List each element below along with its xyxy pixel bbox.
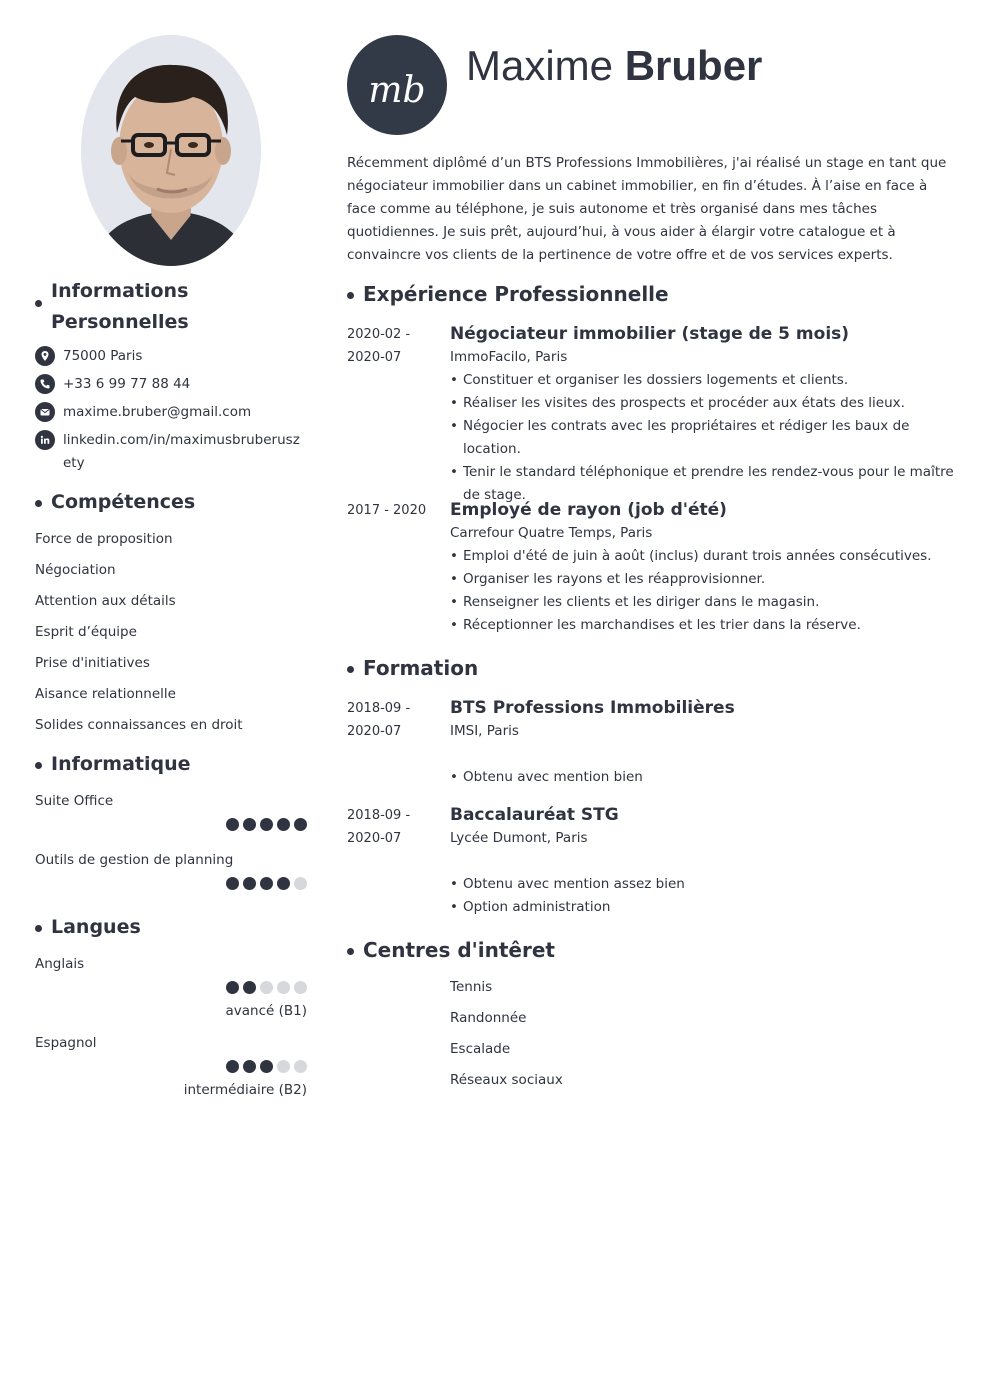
interests-list xyxy=(450,976,563,1100)
interest-item: Escalade xyxy=(450,1041,511,1057)
it-list xyxy=(35,790,307,908)
rating-dot-filled xyxy=(260,877,273,890)
location-pin-icon xyxy=(35,346,55,366)
entry-spacer xyxy=(450,850,959,873)
rating-dot-filled xyxy=(260,1060,273,1073)
interest-item: Randonnée xyxy=(450,1010,527,1026)
entry-organization: Carrefour Quatre Temps, Paris xyxy=(450,525,653,541)
entry-bullet: • Option administration xyxy=(450,896,959,919)
entry-bullet: • Obtenu avec mention assez bien xyxy=(450,873,959,896)
interest-item: Réseaux sociaux xyxy=(450,1072,563,1088)
entry-bullet: • Négocier les contrats avec les propriétaires et rédiger les baux de location. xyxy=(450,415,959,461)
rating-dot-filled xyxy=(226,818,239,831)
it-item xyxy=(35,790,307,849)
rating-dot-filled xyxy=(243,981,256,994)
language-name: Espagnol xyxy=(35,1035,97,1051)
contact-item-linkedin xyxy=(35,429,307,475)
rating-dot-filled xyxy=(260,818,273,831)
experience-entry xyxy=(347,499,959,641)
rating-dot-filled xyxy=(277,818,290,831)
entry-date: 2020-02 - 2020-07 xyxy=(347,327,411,365)
language-level: avancé (B1) xyxy=(225,1003,307,1019)
languages-heading: Langues xyxy=(35,912,141,943)
entry-role: BTS Professions Immobilières xyxy=(450,698,735,718)
skill-item: Force de proposition xyxy=(35,531,173,547)
entry-bullets xyxy=(450,369,959,507)
entry-body xyxy=(450,804,959,919)
entry-organization: IMSI, Paris xyxy=(450,723,519,739)
entry-bullet: • Obtenu avec mention bien xyxy=(450,766,959,789)
rating-dot-filled xyxy=(243,818,256,831)
contact-linkedin: linkedin.com/in/maximusbruberuszety xyxy=(63,432,300,471)
entry-bullet: • Constituer et organiser les dossiers logements et clients. xyxy=(450,369,959,392)
skill-item: Solides connaissances en droit xyxy=(35,717,243,733)
entry-date: 2017 - 2020 xyxy=(347,503,427,518)
entry-organization: ImmoFacilo, Paris xyxy=(450,349,568,365)
rating-dot-filled xyxy=(226,877,239,890)
experience-entry xyxy=(347,323,959,503)
entry-role: Négociateur immobilier (stage de 5 mois) xyxy=(450,324,850,344)
contact-list xyxy=(35,345,307,480)
linkedin-icon xyxy=(35,430,55,450)
it-item-name: Suite Office xyxy=(35,793,114,809)
entry-body xyxy=(450,323,959,507)
languages-list xyxy=(35,953,307,1111)
language-item xyxy=(35,953,307,1032)
profile-summary: Récemment diplômé d’un BTS Professions Immobilières, j'ai réalisé un stage en tant que négociateur immobilier dans un cabinet immobilier, en fin d’études. À l’aise en face à face comme au téléphone, je suis autonome et très organisé dans mes tâches quotidiennes. Je suis prêt, aujourd’hui, à vous aider à élargir votre catalogue et à convaincre vos clients de la pertinence de votre offre et de vos services experts. xyxy=(347,155,947,263)
education-entry xyxy=(347,804,959,924)
mail-icon xyxy=(35,402,55,422)
rating-dot-filled xyxy=(243,877,256,890)
it-heading: Informatique xyxy=(35,749,191,780)
it-item xyxy=(35,849,307,908)
rating-dots xyxy=(226,981,307,994)
entry-bullets xyxy=(450,873,959,919)
entry-bullet: • Emploi d'été de juin à août (inclus) durant trois années consécutives. xyxy=(450,545,959,568)
contact-email: maxime.bruber@gmail.com xyxy=(63,404,252,420)
entry-body xyxy=(450,697,959,789)
first-name: Maxime xyxy=(466,42,614,89)
entry-bullets xyxy=(450,766,959,789)
profile-photo-illustration xyxy=(81,35,261,266)
entry-organization: Lycée Dumont, Paris xyxy=(450,830,588,846)
monogram-badge: mb xyxy=(347,35,447,135)
personal-info-heading: Informations Personnelles xyxy=(35,276,307,338)
rating-dot-filled xyxy=(226,1060,239,1073)
candidate-name xyxy=(466,38,762,94)
skills-list xyxy=(35,528,243,745)
skills-heading: Compétences xyxy=(35,487,195,518)
language-level: intermédiaire (B2) xyxy=(183,1082,307,1098)
rating-dot-empty xyxy=(260,981,273,994)
skill-item: Esprit d’équipe xyxy=(35,624,137,640)
entry-role: Baccalauréat STG xyxy=(450,805,619,825)
profile-photo xyxy=(81,35,261,266)
entry-bullet: • Tenir le standard téléphonique et prendre les rendez-vous pour le maître de stage. xyxy=(450,461,959,507)
contact-item-email xyxy=(35,401,307,424)
rating-dots xyxy=(226,818,307,831)
entry-bullet: • Réaliser les visites des prospects et procéder aux états des lieux. xyxy=(450,392,959,415)
rating-dot-empty xyxy=(294,981,307,994)
entry-date: 2018-09 - 2020-07 xyxy=(347,808,411,846)
interests-heading: Centres d'intêret xyxy=(347,935,555,966)
it-item-name: Outils de gestion de planning xyxy=(35,852,234,868)
skill-item: Négociation xyxy=(35,562,116,578)
rating-dot-empty xyxy=(277,981,290,994)
rating-dots xyxy=(226,1060,307,1073)
entry-bullet: • Organiser les rayons et les réapprovisionner. xyxy=(450,568,959,591)
entry-role: Employé de rayon (job d'été) xyxy=(450,500,727,520)
entry-bullet: • Renseigner les clients et les diriger dans le magasin. xyxy=(450,591,959,614)
last-name: Bruber xyxy=(624,42,763,89)
rating-dots xyxy=(226,877,307,890)
education-heading: Formation xyxy=(347,653,478,684)
skill-item: Aisance relationnelle xyxy=(35,686,176,702)
entry-bullet: • Réceptionner les marchandises et les trier dans la réserve. xyxy=(450,614,959,637)
entry-body xyxy=(450,499,959,637)
contact-phone: +33 6 99 77 88 44 xyxy=(63,376,191,392)
rating-dot-filled xyxy=(294,818,307,831)
language-item xyxy=(35,1032,307,1111)
entry-spacer xyxy=(450,743,959,766)
rating-dot-filled xyxy=(226,981,239,994)
rating-dot-empty xyxy=(294,877,307,890)
language-name: Anglais xyxy=(35,956,85,972)
entry-date: 2018-09 - 2020-07 xyxy=(347,701,411,739)
contact-item-address xyxy=(35,345,307,368)
education-entry xyxy=(347,697,959,793)
experience-heading: Expérience Professionnelle xyxy=(347,279,669,310)
rating-dot-filled xyxy=(243,1060,256,1073)
phone-icon xyxy=(35,374,55,394)
rating-dot-filled xyxy=(277,877,290,890)
rating-dot-empty xyxy=(277,1060,290,1073)
contact-address: 75000 Paris xyxy=(63,348,143,364)
rating-dot-empty xyxy=(294,1060,307,1073)
contact-item-phone xyxy=(35,373,307,396)
entry-bullets xyxy=(450,545,959,637)
skill-item: Prise d'initiatives xyxy=(35,655,150,671)
interest-item: Tennis xyxy=(450,979,493,995)
skill-item: Attention aux détails xyxy=(35,593,176,609)
